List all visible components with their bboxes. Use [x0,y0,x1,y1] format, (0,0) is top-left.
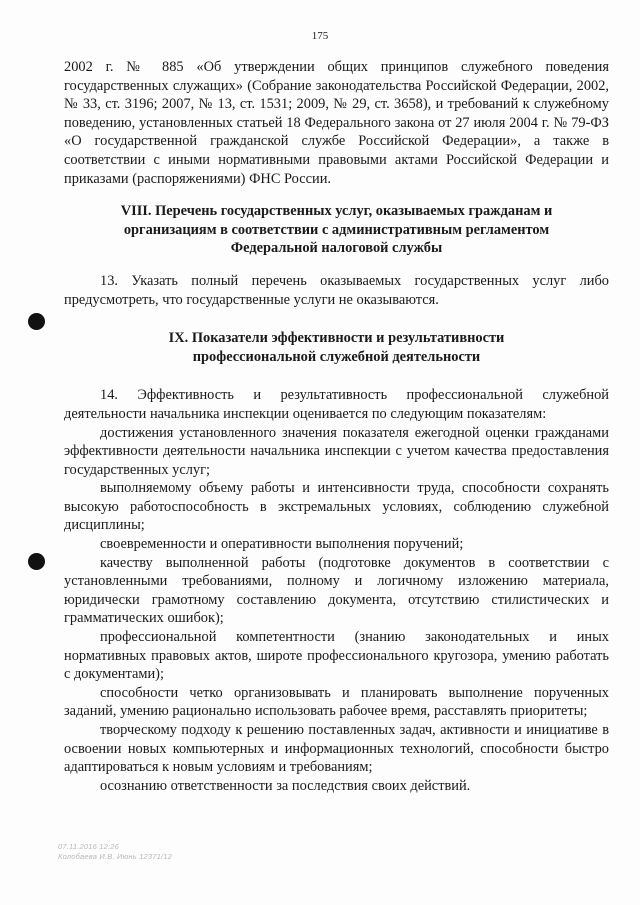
binder-hole-top [28,313,45,330]
binder-hole-middle [28,553,45,570]
indicator-item: выполняемому объему работы и интенсивности труда, способности сохранять высокую работоспособность в экстремальных условиях, соблюдению служебной дисциплины; [64,480,609,534]
indicator-item: творческому подходу к решению поставленных задач, активности и инициативе в освоении новых компьютерных и информационных технологий, способности быстро адаптироваться к новым условиям и требованиям; [64,722,609,776]
paragraph-13: 13. Указать полный перечень оказываемых государственных услуг либо предусмотреть, что государственные услуги не оказываются. [64,272,609,308]
intro-paragraph: 2002 г. № 885 «Об утверждении общих принципов служебного поведения государственных служащих» (Собрание законодательства Российской Федерации, 2002, № 33, ст. 3196; 2007, № 13, ст. 1531; 2009, № 29, ст. 3658), и требований к служебному поведению, установленных статьей 18 Федерального закона от 27 июля 2004 г. № 79-ФЗ «О государственной гражданской службе Российской Федерации», а также в соответствии с иными нормативными правовыми актами Российской Федерации и приказами (распоряжениями) ФНС России. [64,59,609,187]
section-8-heading-line-3: Федеральной налоговой службы [230,240,443,257]
section-8-heading-line-2: организациям в соответствии с административным регламентом [123,221,550,238]
indicator-item: способности четко организовывать и планировать выполнение порученных заданий, умению рационально использовать рабочее время, расставлять приоритеты; [64,684,609,720]
indicator-item: достижения установленного значения показателя ежегодной оценки гражданами эффективности деятельности начальника инспекции с учетом качества предоставления государственных услуг; [64,424,609,478]
print-stamp-date: 07.11.2016 12:26 [58,842,120,851]
paragraph-14: 14. Эффективность и результативность профессиональной служебной деятельности начальника инспекции оценивается по следующим показателям: [64,387,609,422]
indicator-item: качеству выполненной работы (подготовке документов в соответствии с установленными требованиями, полному и логичному изложению материала, юридически грамотному составлению документа, отсутствию стилистических и грамматических ошибок); [64,554,609,627]
section-9-heading-line-2: профессиональной служебной деятельности [192,348,481,365]
section-9-heading [64,329,609,366]
section-8-heading-line-1: VIII. Перечень государственных услуг, оказываемых гражданам и [120,203,553,220]
section-8-heading [64,202,609,258]
print-stamp-author: Колобаева И.В. Июнь 12371/12 [58,852,173,861]
indicator-list [64,424,609,796]
document-body [64,58,609,795]
page-number: 175 [311,30,329,42]
section-9-heading-line-1: IX. Показатели эффективности и результативности [168,330,505,347]
indicator-item: профессиональной компетентности (знанию законодательных и иных нормативных правовых актов, широте профессионального кругозора, умению работать с документами); [64,629,609,683]
indicator-item: своевременности и оперативности выполнения поручений; [100,536,464,553]
print-stamp [58,842,172,862]
indicator-item: осознанию ответственности за последствия своих действий. [100,777,471,794]
